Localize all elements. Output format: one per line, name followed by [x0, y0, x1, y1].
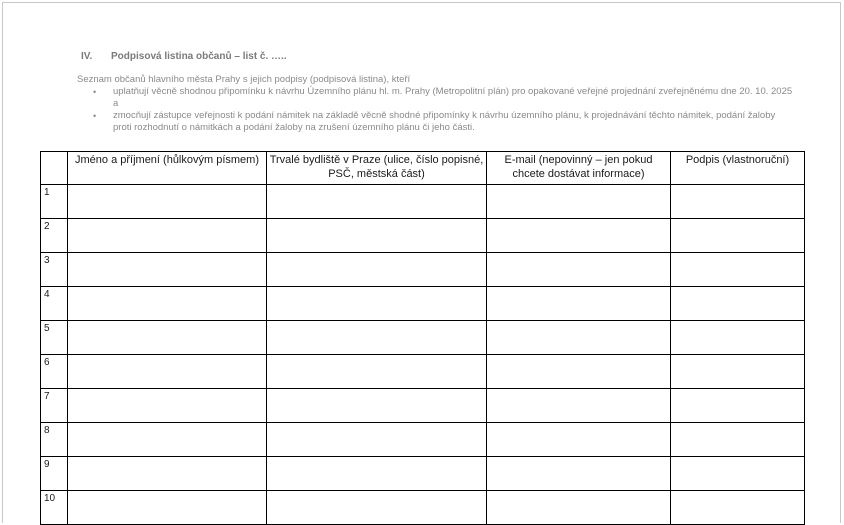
- address-cell: [267, 491, 487, 525]
- email-cell: [487, 321, 671, 355]
- row-number: 6: [41, 355, 68, 389]
- signature-cell: [671, 389, 805, 423]
- email-cell: [487, 491, 671, 525]
- address-cell: [267, 355, 487, 389]
- section-heading: [81, 51, 287, 62]
- header-signature: Podpis (vlastnoruční): [671, 152, 805, 185]
- name-cell: [68, 321, 267, 355]
- name-cell: [68, 287, 267, 321]
- row-number: 1: [41, 185, 68, 219]
- email-cell: [487, 457, 671, 491]
- name-cell: [68, 185, 267, 219]
- signature-cell: [671, 219, 805, 253]
- signature-cell: [671, 185, 805, 219]
- row-number: 2: [41, 219, 68, 253]
- document-page: [2, 2, 841, 523]
- row-number: 9: [41, 457, 68, 491]
- table-header-row: [41, 152, 805, 185]
- table-row: [41, 423, 805, 457]
- email-cell: [487, 287, 671, 321]
- section-title: Podpisová listina občanů – list č. …..: [111, 51, 287, 62]
- header-number: [41, 152, 68, 185]
- signature-cell: [671, 355, 805, 389]
- name-cell: [68, 491, 267, 525]
- address-cell: [267, 321, 487, 355]
- bullet-item: • uplatňují věcně shodnou připomínku k návrhu Územního plánu hl. m. Prahy (Metropolitní plán) pro opakované veřejné projednání zveřejněnému dne 20. 10. 2025 a: [93, 86, 793, 110]
- name-cell: [68, 253, 267, 287]
- table-row: [41, 219, 805, 253]
- email-cell: [487, 389, 671, 423]
- name-cell: [68, 423, 267, 457]
- address-cell: [267, 185, 487, 219]
- table-row: [41, 457, 805, 491]
- row-number: 7: [41, 389, 68, 423]
- bullet-item: • zmocňují zástupce veřejnosti k podání námitek na základě věcně shodné připomínky k návrhu územního plánu, k projednávání těchto námitek, podání žaloby proti rozhodnutí o námitkách a podání žaloby na zrušení územního plánu či jeho části.: [93, 110, 793, 134]
- table-row: [41, 355, 805, 389]
- table-row: [41, 287, 805, 321]
- name-cell: [68, 219, 267, 253]
- bullet-list: [93, 86, 793, 134]
- table-row: [41, 253, 805, 287]
- row-number: 4: [41, 287, 68, 321]
- signature-cell: [671, 321, 805, 355]
- row-number: 3: [41, 253, 68, 287]
- email-cell: [487, 219, 671, 253]
- address-cell: [267, 457, 487, 491]
- address-cell: [267, 287, 487, 321]
- table-row: [41, 491, 805, 525]
- address-cell: [267, 219, 487, 253]
- address-cell: [267, 423, 487, 457]
- header-name: Jméno a příjmení (hůlkovým písmem): [68, 152, 267, 185]
- table-row: [41, 185, 805, 219]
- name-cell: [68, 389, 267, 423]
- email-cell: [487, 185, 671, 219]
- signature-cell: [671, 287, 805, 321]
- row-number: 10: [41, 491, 68, 525]
- signature-table: [40, 151, 805, 525]
- table-row: [41, 321, 805, 355]
- email-cell: [487, 423, 671, 457]
- email-cell: [487, 355, 671, 389]
- signature-cell: [671, 457, 805, 491]
- address-cell: [267, 253, 487, 287]
- row-number: 8: [41, 423, 68, 457]
- name-cell: [68, 355, 267, 389]
- address-cell: [267, 389, 487, 423]
- header-address: Trvalé bydliště v Praze (ulice, číslo popisné, PSČ, městská část): [267, 152, 487, 185]
- header-email: E-mail (nepovinný – jen pokud chcete dostávat informace): [487, 152, 671, 185]
- signature-cell: [671, 491, 805, 525]
- table-row: [41, 389, 805, 423]
- intro-text: Seznam občanů hlavního města Prahy s jejich podpisy (podpisová listina), kteří: [77, 74, 411, 85]
- name-cell: [68, 457, 267, 491]
- signature-cell: [671, 423, 805, 457]
- row-number: 5: [41, 321, 68, 355]
- signature-cell: [671, 253, 805, 287]
- email-cell: [487, 253, 671, 287]
- section-number: IV.: [81, 51, 93, 62]
